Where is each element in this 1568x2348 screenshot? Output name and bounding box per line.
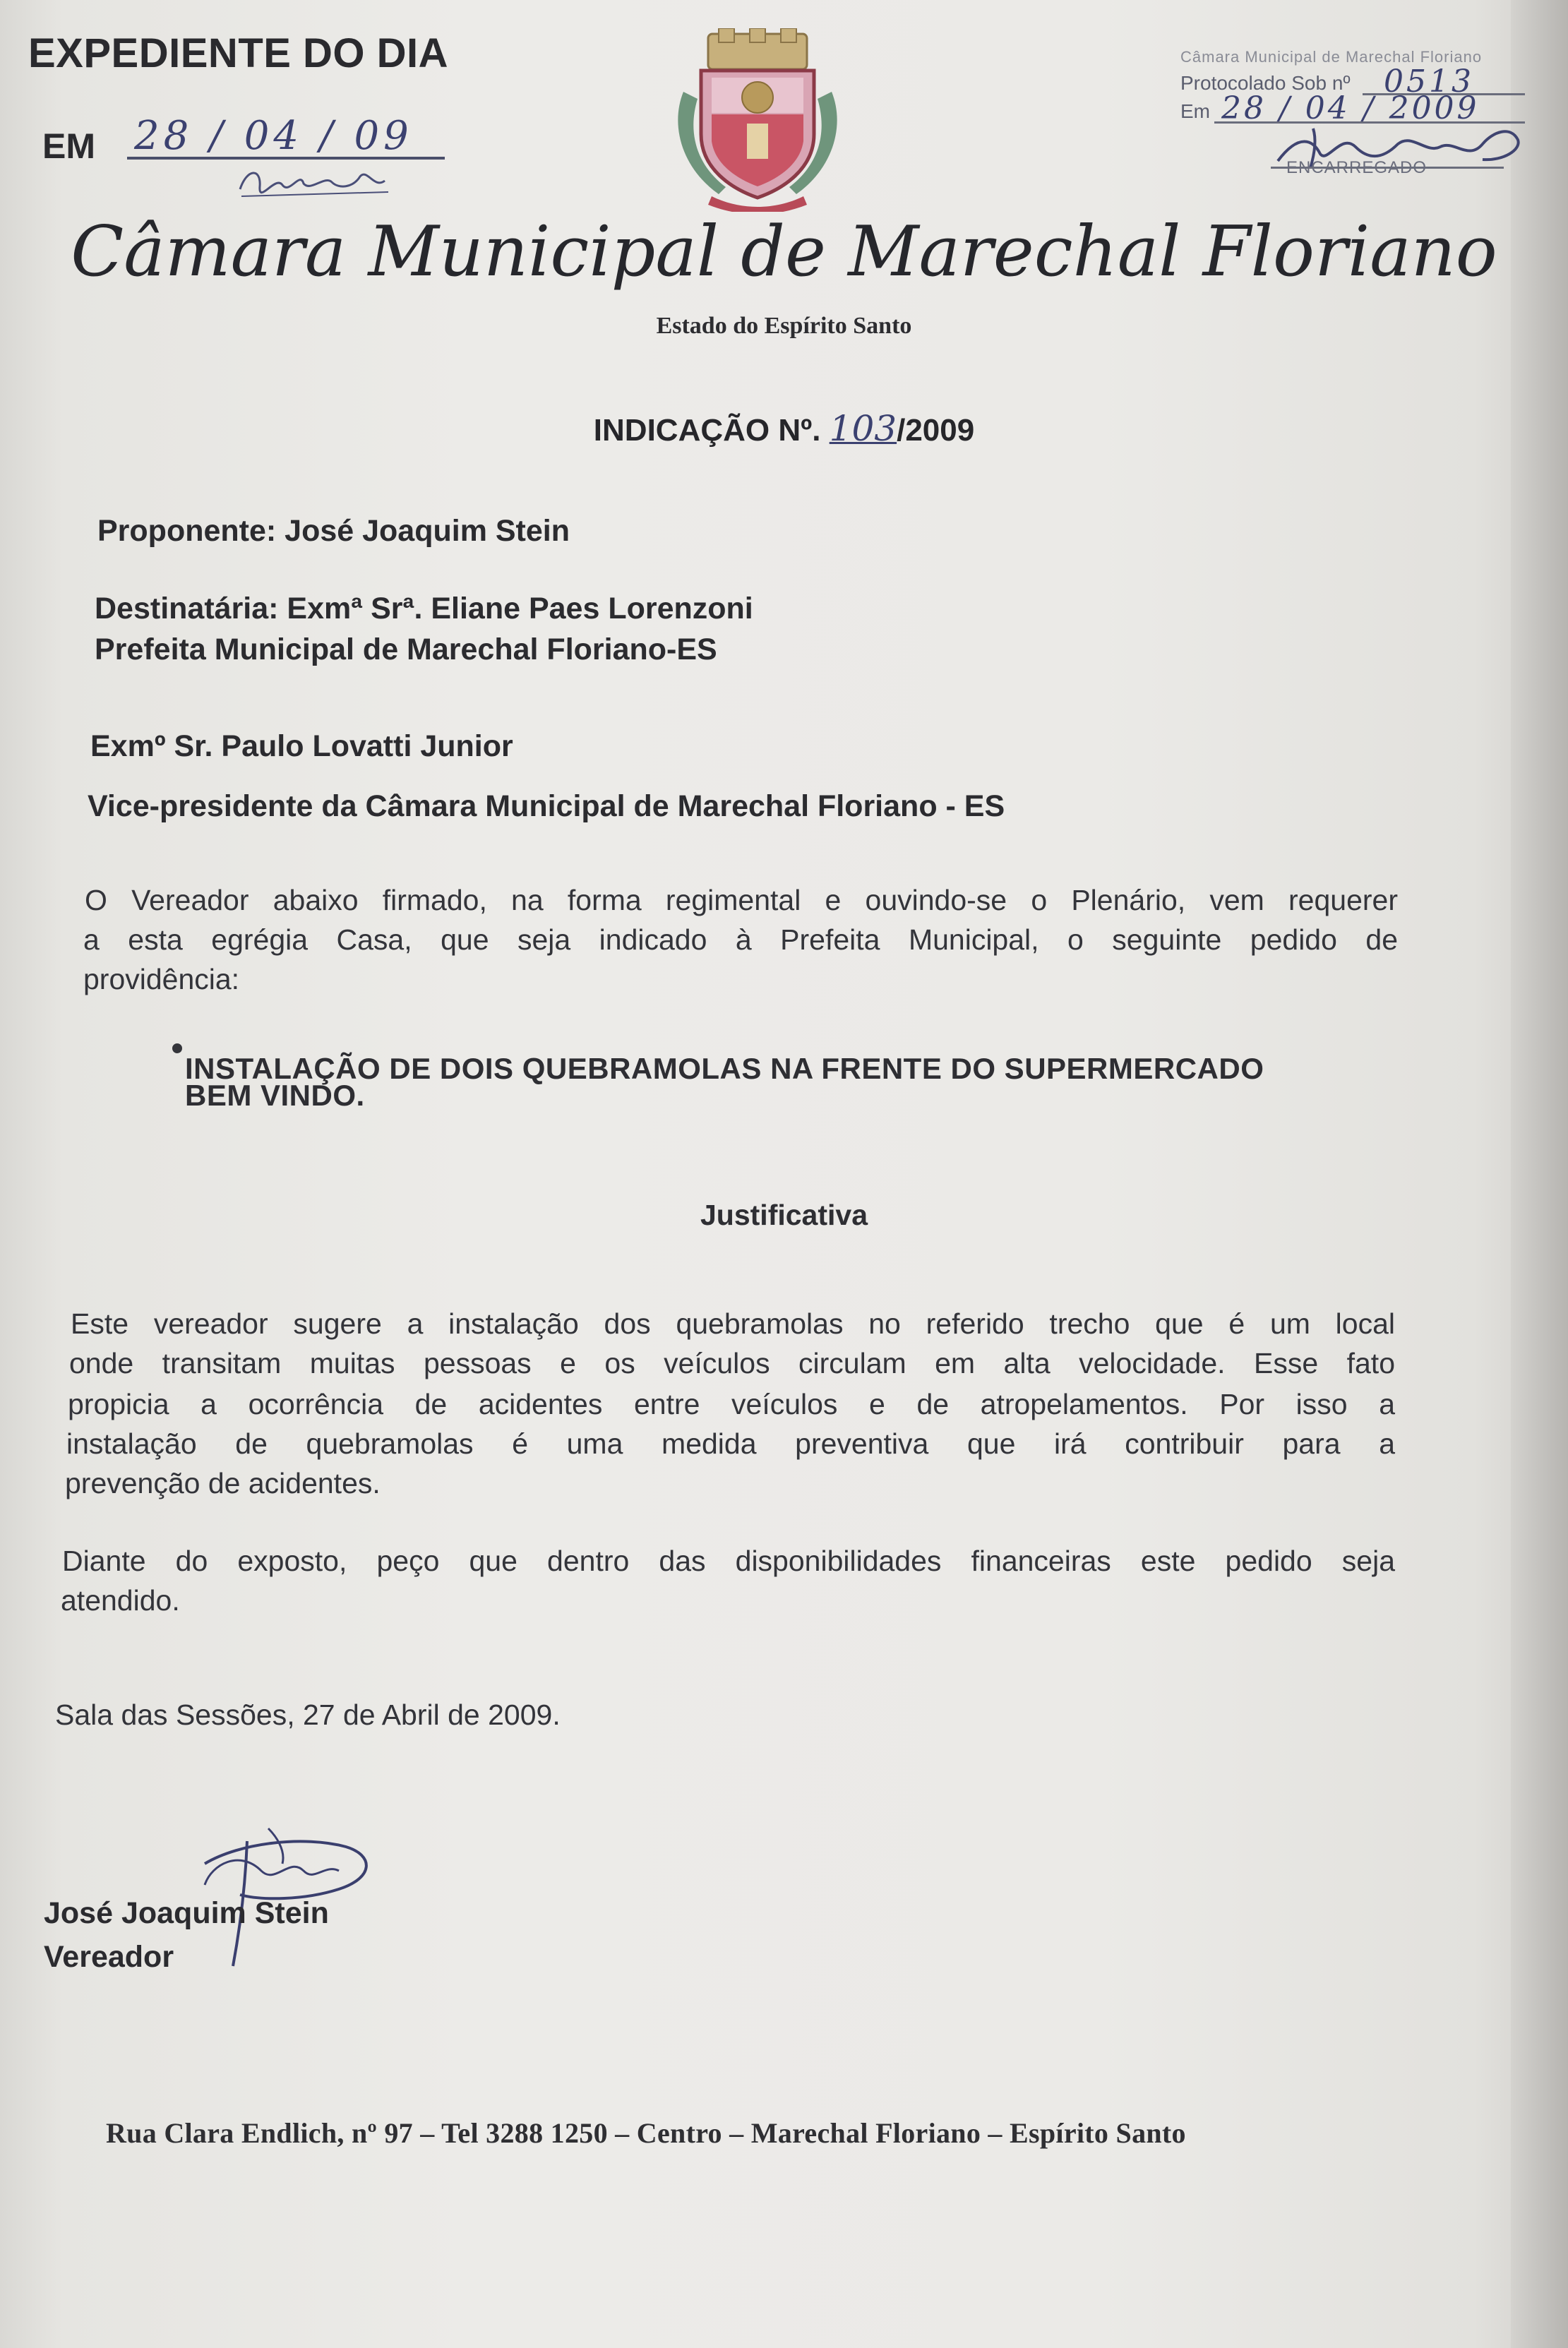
page-edge-shadow [1511,0,1568,2348]
indicacao-suffix: /2009 [897,413,975,448]
bullet-icon [172,1043,182,1053]
institution-name: Câmara Municipal de Marechal Floriano [71,212,1497,292]
closing-line-2: atendido. [61,1584,180,1617]
request-item-line1: INSTALAÇÃO DE DOIS QUEBRAMOLAS NA FRENTE DO SUPERMERCADO [185,1052,1264,1085]
indicacao-title [0,408,1568,449]
stamp-em-label: Em [1180,100,1210,122]
recipient2-line2: Vice-presidente da Câmara Municipal de Marechal Floriano - ES [88,789,1005,823]
handwritten-signature-icon [162,1821,388,1970]
stamp-protocol-label: Protocolado Sob nº [1180,72,1351,94]
expediente-date: 28 / 04 / 09 [134,113,413,159]
closing-line-1: Diante do exposto, peço que dentro das disponibilidades financeiras este pedido seja [62,1545,1395,1577]
indicacao-prefix: INDICAÇÃO Nº. [593,413,821,448]
justificativa-line-3: propicia a ocorrência de acidentes entre veículos e de atropelamentos. Por isso a [68,1388,1395,1420]
request-item-line2: BEM VINDO. [185,1079,365,1112]
expediente-initials-icon [233,161,417,203]
expediente-em-label: EM [42,126,95,166]
footer-address: Rua Clara Endlich, nº 97 – Tel 3288 1250 – Centro – Marechal Floriano – Espírito Santo [106,2117,1186,2149]
destinataria-line1: Destinatária: Exmª Srª. Eliane Paes Lorenzoni [95,592,753,625]
proponente-line: Proponente: José Joaquim Stein [97,514,570,548]
justificativa-line-5: prevenção de acidentes. [65,1467,381,1499]
crest-icon [669,28,846,212]
intro-line-1: O Vereador abaixo firmado, na forma regimental e ouvindo-se o Plenário, vem requerer [85,884,1398,916]
institution-state: Estado do Espírito Santo [656,313,912,339]
intro-line-3: providência: [83,963,240,995]
signature-name: José Joaquim Stein [44,1896,329,1930]
justificativa-line-2: onde transitam muitas pessoas e os veículos circulam em alta velocidade. Esse fato [69,1347,1395,1379]
stamp-date: 28 / 04 / 2009 [1221,90,1480,126]
stamp-encarregado-label: ENCARREGADO [1286,158,1428,177]
stamp-protocol-number: 0513 [1384,64,1474,100]
indicacao-number: 103 [829,408,897,449]
destinataria-line2: Prefeita Municipal de Marechal Floriano-ES [95,633,717,666]
expediente-title: EXPEDIENTE DO DIA [28,30,449,76]
intro-line-2: a esta egrégia Casa, que seja indicado à Prefeita Municipal, o seguinte pedido de [83,923,1398,956]
date-place: Sala das Sessões, 27 de Abril de 2009. [55,1699,561,1731]
stamp-header: Câmara Municipal de Marechal Floriano [1180,48,1483,66]
expediente-date-line [127,157,445,160]
justificativa-line-4: instalação de quebramolas é uma medida preventiva que irá contribuir para a [66,1427,1395,1460]
justificativa-title: Justificativa [700,1199,868,1231]
justificativa-line-1: Este vereador sugere a instalação dos quebramolas no referido trecho que é um local [71,1307,1395,1340]
signature-role: Vereador [44,1940,174,1974]
recipient2-line1: Exmº Sr. Paulo Lovatti Junior [90,729,513,763]
